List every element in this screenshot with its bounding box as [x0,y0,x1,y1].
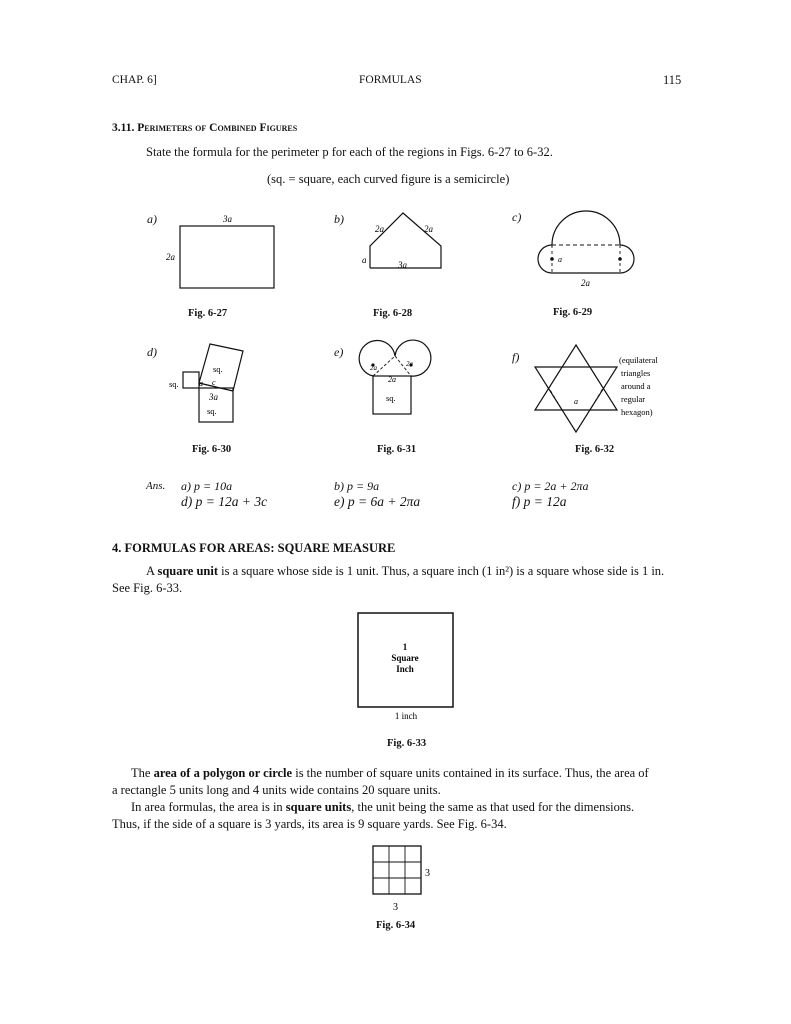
fig-6-31-left-arc: 2a [370,364,377,372]
fig-6-31-right-arc: 2a [406,360,413,368]
fig-6-27-caption: Fig. 6-27 [188,308,228,319]
answer-d: d) p = 12a + 3c [181,494,268,509]
fig-6-27-top-dim: 3a [223,214,232,224]
fig-6-33-line1: 1 [402,642,408,652]
fig-6-33-line2: Square [391,653,419,663]
paragraph-text: A [146,564,158,578]
problem-prompt: State the formula for the perimeter p for each of the regions in Figs. 6-27 to 6-32. [146,145,553,159]
fig-6-32-side-dim: a [574,397,578,406]
fig-6-30-sq-bottom: sq. [207,406,217,416]
term-square-units: square units [285,800,352,814]
fig-6-34-grid [373,846,421,894]
fig-6-28-side-dim: a [362,255,367,265]
fig-6-30-leg-3a: 3a [209,392,218,402]
fig-6-34-right-dim: 3 [425,868,430,879]
paragraph-area-cont: a rectangle 5 units long and 4 units wide contains 20 square units. [112,783,441,797]
fig-6-32-note-line: (equilateral [619,355,658,365]
fig-6-28-label: b) [334,212,344,226]
fig-6-32-note-line: regular [621,394,646,404]
fig-6-33-line3: Inch [396,664,414,674]
fig-6-30-label: d) [147,345,157,359]
section-title: Perimeters of Combined Figures [137,122,298,134]
fig-6-27-side-dim: 2a [166,252,175,262]
term-square-unit: square unit [157,564,219,578]
fig-6-31-sq: sq. [386,393,396,403]
fig-6-34-bottom-dim: 3 [393,902,398,913]
paragraph-text: In area formulas, the area is in [131,800,286,814]
fig-6-32-star [535,345,617,432]
fig-6-29-caption: Fig. 6-29 [553,307,593,318]
fig-6-29-shape [538,211,634,273]
fig-6-30-caption: Fig. 6-30 [192,444,232,455]
paragraph-units [131,799,634,816]
fig-6-34-caption: Fig. 6-34 [376,920,416,931]
answer-b: b) p = 9a [334,479,380,493]
fig-6-31-caption: Fig. 6-31 [377,444,417,455]
running-head-chapter: CHAP. 6] [112,74,157,86]
answer-a: a) p = 10a [181,479,233,493]
paragraph-square-unit [146,563,664,580]
fig-6-29-inner-dim: a [558,255,562,264]
running-head-title: FORMULAS [359,74,422,86]
fig-6-32-note [619,355,658,417]
section-number: 3.11. [112,122,135,134]
fig-6-30-sq-left: sq. [169,379,179,389]
fig-6-29-label: c) [512,210,522,224]
fig-6-33-dim: 1 inch [394,711,418,721]
fig-6-33-caption: Fig. 6-33 [387,738,427,749]
paragraph-text: is a square whose side is 1 unit. Thus, a square inch (1 in²) is a square whose side is 1 in. [218,564,665,578]
fig-6-28-caption: Fig. 6-28 [373,308,413,319]
fig-6-29-base-dim: 2a [581,278,590,288]
fig-6-28-right-slope: 2a [424,224,433,234]
fig-6-31-mid: 2a [388,375,396,384]
fig-6-32-note-line: triangles [621,368,651,378]
term-area: area of a polygon or circle [153,766,293,780]
fig-6-32-note-line: around a [621,381,651,391]
fig-6-30-leg-a: a [199,379,203,388]
fig-6-28-left-slope: 2a [375,224,384,234]
paragraph-area [131,765,649,782]
paragraph-square-unit-cont: See Fig. 6-33. [112,581,183,595]
fig-6-32-caption: Fig. 6-32 [575,444,615,455]
paragraph-text: The [131,766,154,780]
answer-c: c) p = 2a + 2πa [512,479,589,493]
fig-6-31-label: e) [334,345,344,359]
fig-6-30-hyp-c: c [212,378,216,387]
fig-6-27-label: a) [147,212,157,226]
fig-6-32-label: f) [512,350,520,364]
figure-note: (sq. = square, each curved figure is a semicircle) [267,172,510,186]
answer-f: f) p = 12a [512,494,567,509]
answer-e: e) p = 6a + 2πa [334,494,421,509]
fig-6-27-rectangle [180,226,274,288]
section-4-heading: 4. FORMULAS FOR AREAS: SQUARE MEASURE [112,541,396,555]
paragraph-text: is the number of square units contained in its surface. Thus, the area of [292,766,649,780]
fig-6-30-sq-top: sq. [213,364,223,374]
paragraph-text: , the unit being the same as that used for the dimensions. [351,800,635,814]
fig-6-32-note-line: hexagon) [621,407,653,417]
fig-6-28-base-dim: 3a [398,260,407,270]
page-number: 115 [663,73,682,87]
answers-label: Ans. [146,480,166,492]
paragraph-units-cont: Thus, if the side of a square is 3 yards, its area is 9 square yards. See Fig. 6-34. [112,817,507,831]
